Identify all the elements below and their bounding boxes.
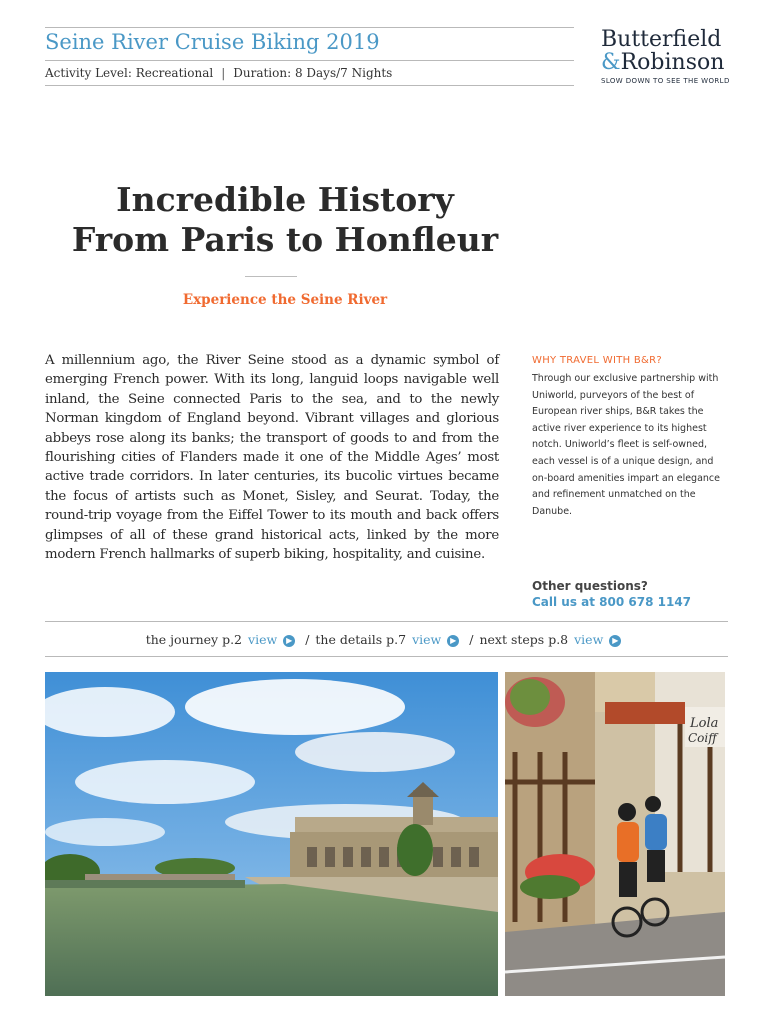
nav-top-rule: [45, 621, 728, 622]
activity-level: Activity Level: Recreational: [45, 66, 214, 80]
svg-text:Coiff: Coiff: [688, 731, 717, 745]
arrow-right-icon[interactable]: ▶: [447, 635, 459, 647]
cyclists-village-photo: [505, 672, 725, 996]
other-questions: Other questions?: [532, 579, 648, 593]
header-top-rule: [45, 27, 574, 28]
nav-next-steps[interactable]: next steps p.8 view ▶: [479, 632, 621, 647]
header-bottom-rule: [45, 85, 574, 86]
subhead: Experience the Seine River: [182, 292, 388, 308]
brand-name-line1: Butterfield: [601, 27, 722, 52]
nav-journey[interactable]: the journey p.2 view ▶: [146, 632, 295, 647]
nav-details[interactable]: the details p.7 view ▶: [315, 632, 459, 647]
svg-text:Lola: Lola: [690, 716, 719, 731]
call-link[interactable]: Call us at 800 678 1147: [532, 595, 692, 609]
why-heading: WHY TRAVEL WITH B&R?: [532, 355, 663, 366]
nav-details-view-link[interactable]: view: [412, 632, 442, 647]
contact-block: [532, 578, 691, 610]
brand-logo: [601, 28, 731, 85]
nav-separator: /: [305, 632, 310, 647]
intro-paragraph: A millennium ago, the River Seine stood as a dynamic symbol of emerging French power. With its long, languid loops navigable well inland, the Seine connected Paris to the sea, and to the newly Norman kingdom of England beyond. Vibrant villages and glorious abbeys rose along its banks; the transport of goods to and from the flourishing cities of Flanders made it one of the Middle Ages’ most active trade corridors. In later centuries, its bucolic virtues became the focus of artists such as Monet, Sisley, and Seurat. Today, the round-trip voyage from the Eiffel Tower to its mouth and back offers glimpses of all of these grand historical acts, linked by the more modern French hallmarks of superb biking, hospitality, and cuisine.: [45, 353, 499, 563]
why-body: Through our exclusive partnership with Uniworld, purveyors of the best of European river ships, B&R takes the active river experience to its highest notch. Uniworld’s fleet is self-owned, each vessel is of a unique design, and on-board amenities impart an elegance and refinement unmatched on the Danube.: [532, 373, 721, 517]
nav-bottom-rule: [45, 656, 728, 657]
nav-separator: /: [469, 632, 474, 647]
brand-tagline: SLOW DOWN TO SEE THE WORLD: [601, 77, 730, 85]
arrow-right-icon[interactable]: ▶: [609, 635, 621, 647]
seine-river-photo: [45, 672, 498, 996]
arrow-right-icon[interactable]: ▶: [283, 635, 295, 647]
why-travel-sidebar: [532, 355, 728, 520]
nav-next-steps-view-link[interactable]: view: [574, 632, 604, 647]
brand-name-line2: &Robinson: [601, 50, 725, 75]
headline-line2: From Paris to Honfleur: [71, 220, 499, 259]
headline-divider: [245, 276, 297, 277]
duration: Duration: 8 Days/7 Nights: [233, 66, 393, 80]
header-mid-rule: [45, 60, 574, 61]
section-nav: [45, 632, 728, 647]
headline-line1: Incredible History: [116, 180, 454, 219]
meta-separator: |: [221, 66, 226, 80]
trip-meta: [45, 66, 392, 80]
nav-journey-view-link[interactable]: view: [248, 632, 278, 647]
trip-title: Seine River Cruise Biking 2019: [45, 30, 380, 54]
page-headline: [40, 180, 530, 260]
